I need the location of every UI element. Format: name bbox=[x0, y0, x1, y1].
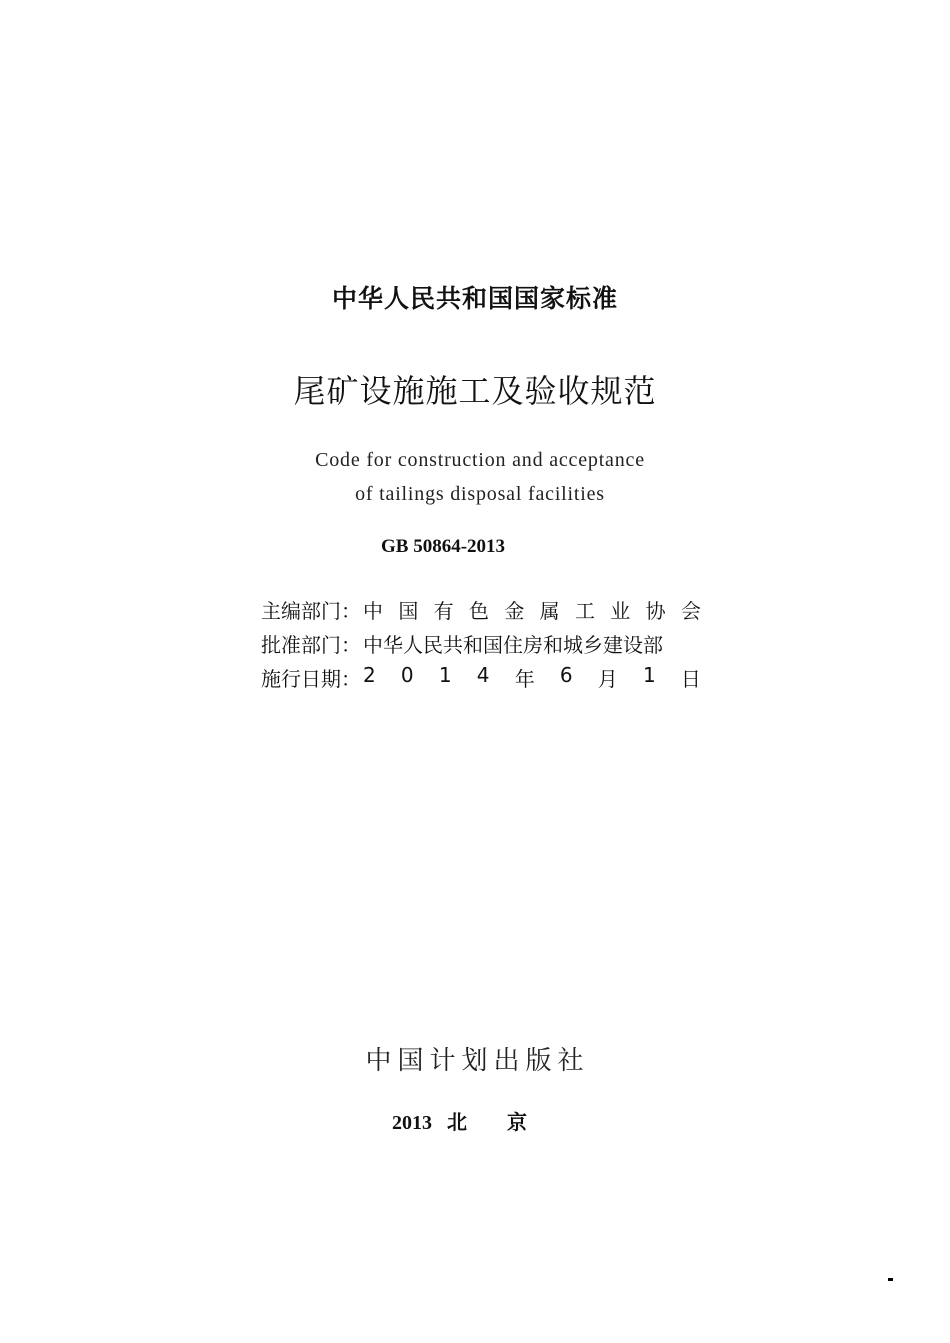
approver-row bbox=[261, 626, 701, 660]
date-char: 年 bbox=[514, 666, 535, 691]
publisher-name: 中国计划出版社 bbox=[365, 1046, 590, 1076]
publication-year: 2013 bbox=[392, 1112, 432, 1134]
editor-row bbox=[261, 592, 701, 626]
editor-char: 有 bbox=[433, 598, 454, 623]
approver-label: 批准部门： bbox=[261, 632, 361, 657]
publication-place bbox=[392, 1106, 527, 1135]
effective-date-value bbox=[363, 663, 701, 692]
editor-char: 工 bbox=[574, 598, 595, 623]
editor-char: 业 bbox=[610, 598, 631, 623]
editor-char: 属 bbox=[539, 598, 560, 623]
issuing-info bbox=[261, 592, 701, 694]
standard-series-title: 中华人民共和国国家标准 bbox=[331, 284, 618, 313]
date-char: 4 bbox=[476, 662, 490, 687]
date-char: 月 bbox=[597, 666, 618, 691]
editor-char: 会 bbox=[680, 598, 701, 623]
editor-char: 协 bbox=[645, 598, 666, 623]
effective-date-row bbox=[261, 660, 701, 694]
date-char: 2 bbox=[363, 662, 376, 687]
document-title: 尾矿设施施工及验收规范 bbox=[293, 372, 657, 410]
editor-label: 主编部门： bbox=[261, 598, 361, 623]
date-char: 1 bbox=[438, 662, 452, 687]
english-title bbox=[0, 443, 950, 511]
approver-value: 中华人民共和国住房和城乡建设部 bbox=[363, 632, 663, 657]
editor-char: 色 bbox=[468, 598, 489, 623]
publication-city: 北 京 bbox=[447, 1112, 527, 1134]
standard-code: GB 50864-2013 bbox=[381, 536, 506, 557]
date-char: 0 bbox=[400, 662, 414, 687]
date-char: 1 bbox=[642, 662, 656, 687]
editor-char: 金 bbox=[504, 598, 525, 623]
date-char: 日 bbox=[680, 666, 701, 691]
editor-char: 中 bbox=[363, 598, 383, 623]
scan-mark bbox=[888, 1278, 893, 1281]
date-char: 6 bbox=[559, 662, 573, 687]
english-title-line-1: Code for construction and acceptance bbox=[315, 449, 645, 471]
english-title-line-2: of tailings disposal facilities bbox=[355, 483, 605, 505]
editor-value bbox=[363, 595, 701, 624]
editor-char: 国 bbox=[398, 598, 419, 623]
effective-date-label: 施行日期： bbox=[261, 666, 361, 691]
